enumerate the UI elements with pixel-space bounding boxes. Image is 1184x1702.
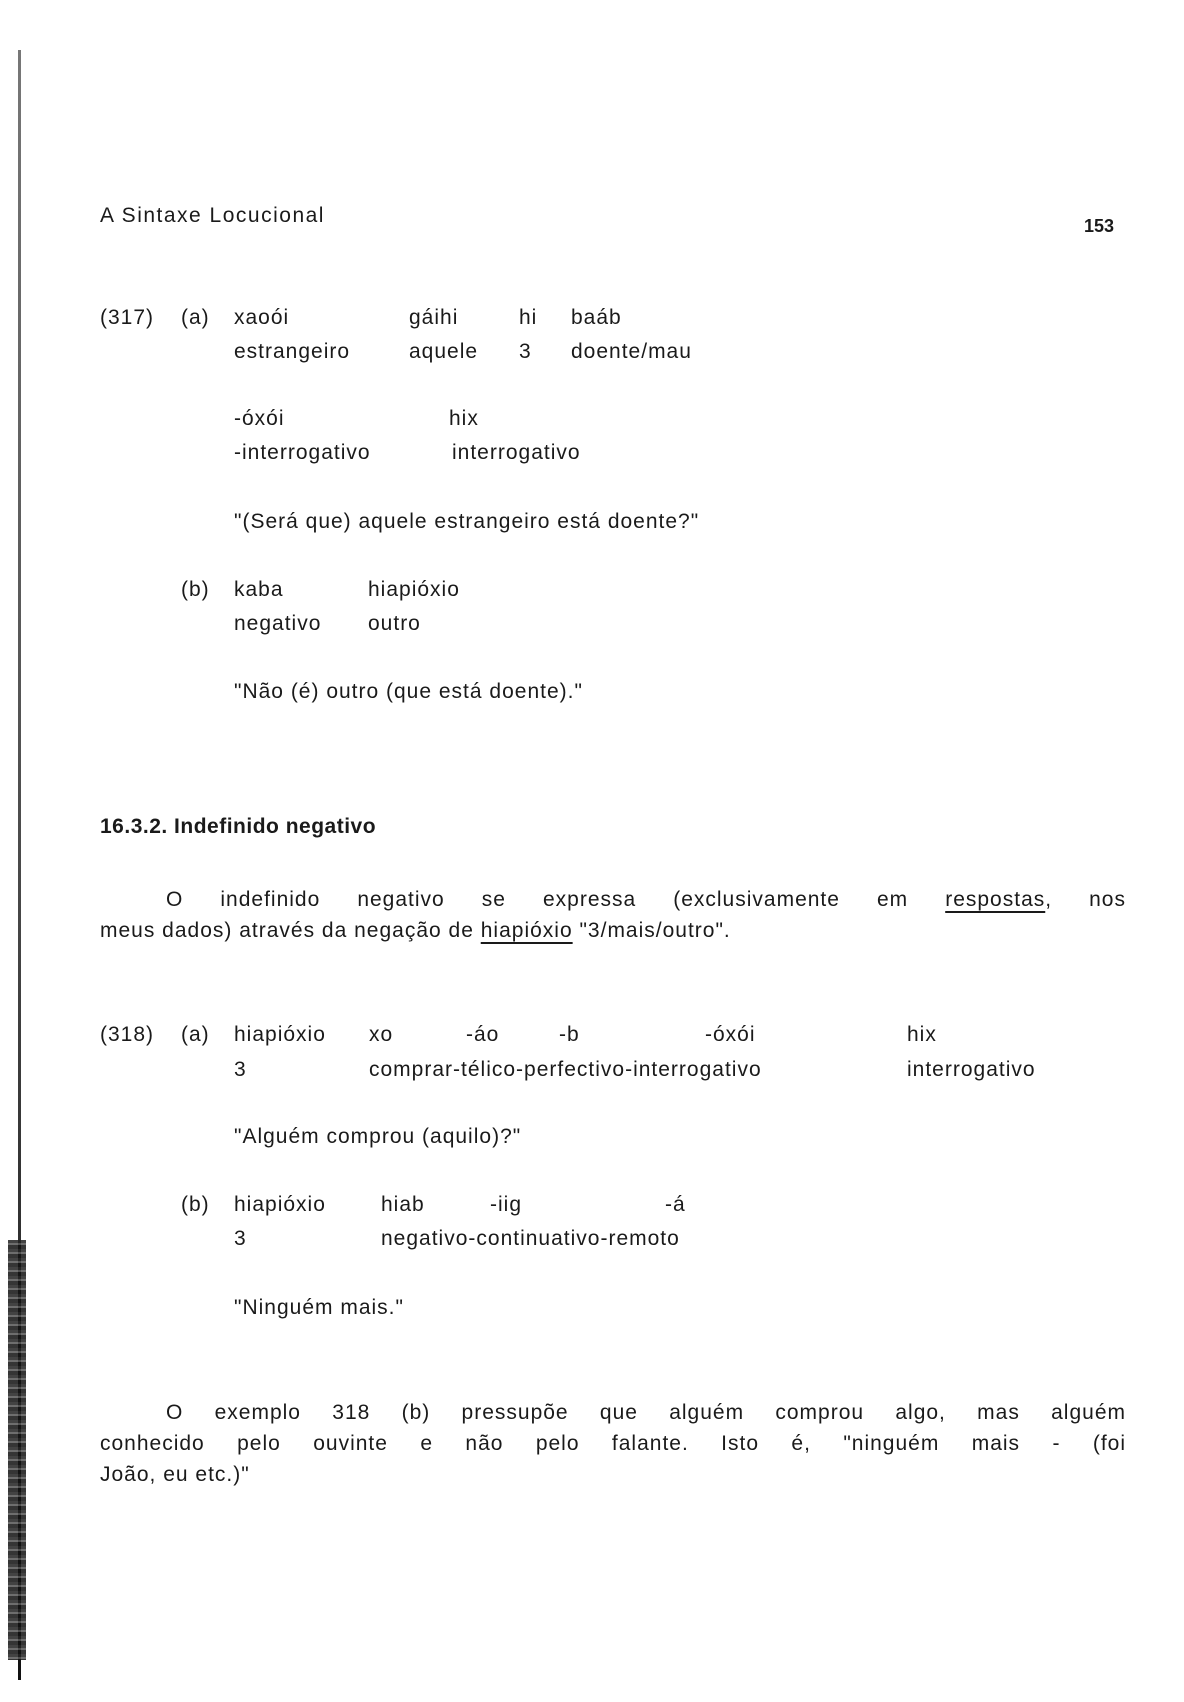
sub-example-label: (b) bbox=[181, 578, 210, 601]
paragraph-line bbox=[100, 915, 1126, 946]
gloss-translation-word: 3 bbox=[519, 340, 532, 363]
running-title: A Sintaxe Locucional bbox=[100, 204, 325, 227]
example-number: (317) bbox=[100, 306, 155, 329]
gloss-translation-word: negativo bbox=[234, 612, 322, 635]
sub-example-label: (a) bbox=[181, 1023, 210, 1046]
gloss-translation-word: 3 bbox=[234, 1058, 247, 1081]
word: se bbox=[481, 888, 506, 911]
gloss-translation-word: interrogativo bbox=[452, 441, 581, 464]
gloss-word: hi bbox=[519, 306, 538, 329]
gloss-translation-word: 3 bbox=[234, 1227, 247, 1250]
paragraph-line: João, eu etc.)" bbox=[100, 1463, 250, 1486]
word: negativo bbox=[357, 888, 445, 911]
gloss-word: hix bbox=[449, 407, 479, 430]
gloss-word: -iig bbox=[490, 1193, 523, 1216]
free-translation: "Ninguém mais." bbox=[234, 1296, 404, 1319]
gloss-translation-word: comprar-télico-perfectivo-interrogativo bbox=[369, 1058, 762, 1081]
gloss-translation-word: outro bbox=[368, 612, 421, 635]
text-run: meus dados) através da negação de bbox=[100, 919, 481, 942]
punctuation: , bbox=[1045, 888, 1053, 911]
gloss-translation-word: aquele bbox=[409, 340, 479, 363]
example-number: (318) bbox=[100, 1023, 155, 1046]
free-translation: "(Será que) aquele estrangeiro está doente?" bbox=[234, 510, 700, 533]
gloss-word: -á bbox=[665, 1193, 686, 1216]
paragraph-line: conhecido pelo ouvinte e não pelo falante. Isto é, "ninguém mais - (foi bbox=[100, 1432, 1126, 1455]
gloss-word: xo bbox=[369, 1023, 394, 1046]
gloss-word: hiapióxio bbox=[234, 1023, 326, 1046]
paragraph bbox=[100, 884, 1126, 946]
word: (exclusivamente bbox=[673, 888, 840, 911]
gloss-word: -b bbox=[559, 1023, 580, 1046]
text-run: "3/mais/outro". bbox=[572, 919, 731, 942]
sub-example-label: (a) bbox=[181, 306, 210, 329]
page-number: 153 bbox=[1084, 216, 1115, 236]
gloss-translation-word: estrangeiro bbox=[234, 340, 351, 363]
gloss-word: -áo bbox=[466, 1023, 500, 1046]
gloss-word: gáihi bbox=[409, 306, 459, 329]
scan-binding-shadow bbox=[8, 1240, 26, 1660]
gloss-word: hiapióxio bbox=[368, 578, 460, 601]
gloss-word: hiapióxio bbox=[234, 1193, 326, 1216]
sub-example-label: (b) bbox=[181, 1193, 210, 1216]
gloss-word: hix bbox=[907, 1023, 937, 1046]
gloss-translation-word: doente/mau bbox=[571, 340, 692, 363]
gloss-translation-word: negativo-continuativo-remoto bbox=[381, 1227, 680, 1250]
paragraph bbox=[100, 1397, 1126, 1490]
underlined-term: hiapióxio bbox=[480, 919, 573, 942]
gloss-word: kaba bbox=[234, 578, 284, 601]
word: O bbox=[166, 888, 184, 911]
section-heading: 16.3.2. Indefinido negativo bbox=[100, 815, 377, 838]
word: indefinido bbox=[220, 888, 321, 911]
gloss-word: xaoói bbox=[234, 306, 290, 329]
paragraph-line bbox=[100, 884, 1126, 915]
gloss-translation-word: interrogativo bbox=[907, 1058, 1036, 1081]
gloss-word: -óxói bbox=[705, 1023, 756, 1046]
word: expressa bbox=[542, 888, 637, 911]
word: nos bbox=[1089, 888, 1126, 911]
paragraph-line: O exemplo 318 (b) pressupõe que alguém comprou algo, mas alguém bbox=[166, 1401, 1126, 1424]
free-translation: "Não (é) outro (que está doente)." bbox=[234, 680, 583, 703]
gloss-word: hiab bbox=[381, 1193, 425, 1216]
underlined-term: respostas bbox=[945, 888, 1046, 911]
free-translation: "Alguém comprou (aquilo)?" bbox=[234, 1125, 522, 1148]
gloss-translation-word: -interrogativo bbox=[234, 441, 371, 464]
word: em bbox=[876, 888, 909, 911]
gloss-word: -óxói bbox=[234, 407, 285, 430]
gloss-word: baáb bbox=[571, 306, 622, 329]
